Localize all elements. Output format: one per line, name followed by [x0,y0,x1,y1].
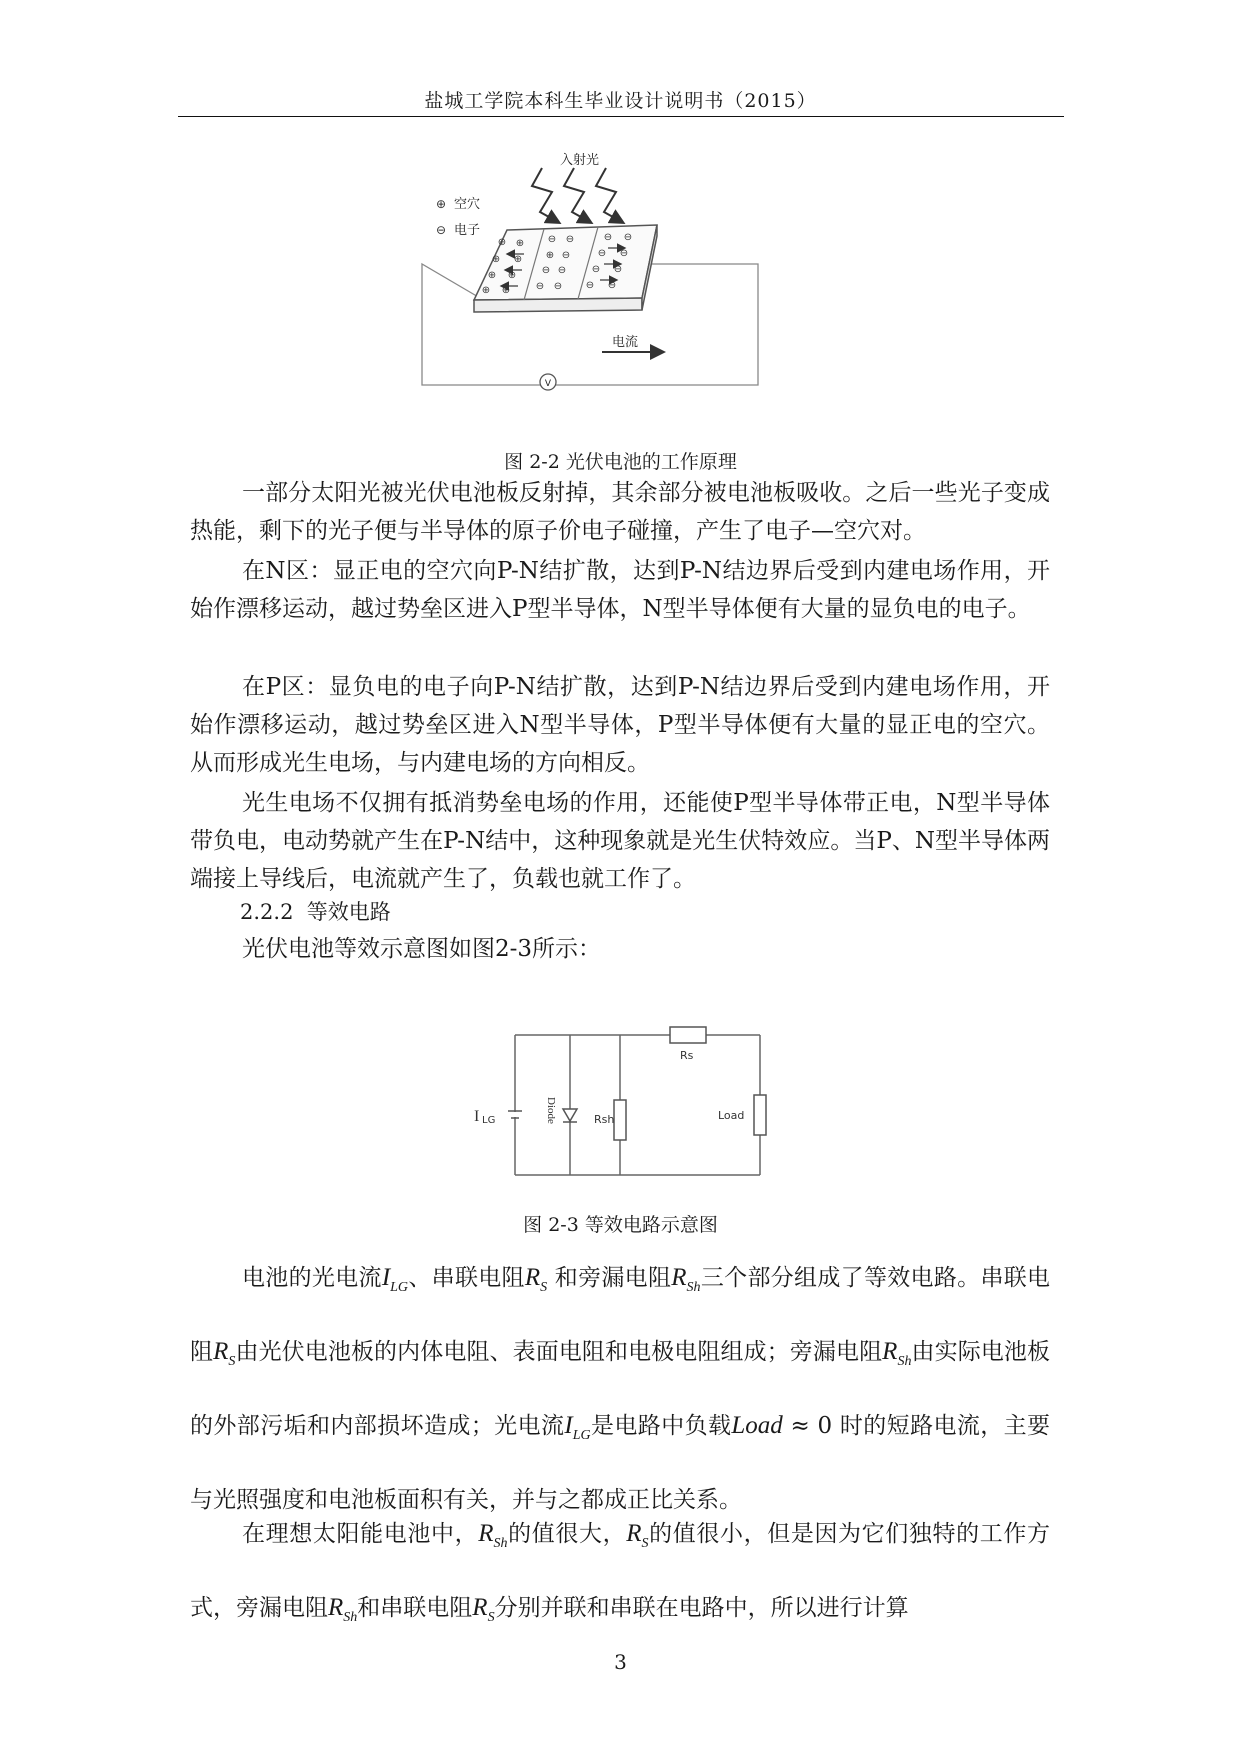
svg-text:⊖: ⊖ [597,248,607,259]
svg-text:⊖: ⊖ [557,265,567,276]
pv-slab-front [474,298,642,312]
svg-text:⊖: ⊖ [619,248,629,259]
svg-text:⊕: ⊕ [481,285,491,296]
svg-text:⊖: ⊖ [607,280,617,291]
diode-symbol [563,1109,577,1121]
load-resistor [754,1095,766,1135]
load-label: Load [718,1109,745,1122]
paragraph-6: 电池的光电流$I_{LG}$、串联电阻$R_S$ 和旁漏电阻$R_{Sh}$三个部分组成了等效电路。串联电阻$R_S$由光伏电池板的内体电阻、表面电阻和电极电阻组成；旁漏电阻$R_{Sh}$由实际电池板的外部污垢和内部损坏造成；光电流$I_{LG}$是电路中负载Load ≈ 0 时的短路电流，主要与光照强度和电池板面积有关，并与之都成正比关系。 [190,1264,1051,1513]
symbol-r-s: $R_S$ [524,1264,548,1295]
current-label: 电流 [612,335,639,350]
section-number: 2.2.2 [240,900,294,924]
symbol-r-sh: $R_{Sh}$ [328,1594,358,1625]
svg-text:⊖: ⊖ [561,250,571,261]
paragraph-3: 在P区：显负电的电子向P-N结扩散，达到P-N结边界后受到内建电场作用，开始作漂移运动，越过势垒区进入N型半导体，P型半导体便有大量的显正电的空穴。从而形成光生电场，与内建电场的方向相反。 [190,674,1050,776]
svg-text:⊖: ⊖ [613,264,623,275]
svg-text:⊖: ⊖ [603,232,613,243]
hole-symbol: ⊕ [436,197,447,211]
diode-label: Diode [545,1097,557,1124]
svg-text:⊖: ⊖ [591,264,601,275]
paragraph-5: 光伏电池等效示意图如图2-3所示： [242,936,602,962]
voltmeter-label: V [544,379,552,389]
rsh-label: Rsh [594,1113,615,1126]
rs-label: Rs [680,1049,694,1062]
svg-text:⊕: ⊕ [545,250,555,261]
symbol-r-s: $R_S$ [213,1338,236,1369]
symbol-r-sh: $R_{Sh}$ [882,1338,912,1369]
paragraph-1: 一部分太阳光被光伏电池板反射掉，其余部分被电池板吸收。之后一些光子变成热能，剩下的光子便与半导体的原子价电子碰撞，产生了电子—空穴对。 [190,480,1050,544]
symbol-r-s: $R_S$ [626,1520,649,1551]
electron-symbol: ⊖ [436,223,447,237]
symbol-r-sh: $R_{Sh}$ [478,1520,508,1551]
symbol-r-s: $R_S$ [472,1594,495,1625]
svg-text:⊕: ⊕ [501,285,511,296]
rs-resistor [670,1027,706,1043]
svg-text:⊕: ⊕ [497,237,507,248]
paragraph-4: 光生电场不仅拥有抵消势垒电场的作用，还能使P型半导体带正电，N型半导体带负电，电动势就产生在P-N结中，这种现象就是光生伏特效应。当P、N型半导体两端接上导线后，电流就产生了，负载也就工作了。 [190,790,1050,892]
figure-equivalent-circuit [470,1015,790,1195]
source-label-sub: LG [482,1115,496,1126]
symbol-i-lg: $I_{LG}$ [564,1412,591,1443]
svg-text:⊕: ⊕ [487,270,497,281]
svg-text:⊖: ⊖ [553,281,563,292]
running-header: 盐城工学院本科生毕业设计说明书（2015） [424,90,817,112]
light-ray-3 [596,168,622,222]
svg-text:⊕: ⊕ [513,254,523,265]
svg-text:⊖: ⊖ [565,234,575,245]
current-source [508,1111,522,1118]
symbol-load: Load [731,1412,783,1439]
svg-text:⊖: ⊖ [547,234,557,245]
paragraph-2: 在N区：显正电的空穴向P-N结扩散，达到P-N结边界后受到内建电场作用，开始作漂移运动，越过势垒区进入P型半导体，N型半导体便有大量的显负电的电子。 [190,558,1050,622]
light-ray-2 [564,168,590,222]
electron-legend-label: 电子 [454,223,481,238]
svg-text:⊕: ⊕ [507,270,517,281]
section-title: 等效电路 [306,900,391,924]
approx-zero: ≈ 0 [790,1413,833,1439]
rsh-resistor [614,1100,626,1140]
svg-text:⊕: ⊕ [515,238,525,249]
source-label: I [474,1108,480,1125]
figure1-caption: 图 2-2 光伏电池的工作原理 [504,451,737,473]
hole-legend-label: 空穴 [454,197,481,212]
svg-text:⊕: ⊕ [491,254,501,265]
svg-text:⊖: ⊖ [585,280,595,291]
section-heading [240,896,391,926]
incident-light-label: 入射光 [560,153,600,168]
svg-text:⊖: ⊖ [623,232,633,243]
figure-pv-principle [436,150,822,440]
page-number: 3 [614,1650,627,1674]
symbol-r-sh: $R_{Sh}$ [671,1264,701,1295]
paragraph-7: 在理想太阳能电池中，$R_{Sh}$的值很大，$R_S$的值很小，但是因为它们独特的工作方式，旁漏电阻$R_{Sh}$和串联电阻$R_S$分别并联和串联在电路中，所以进行计算 [190,1520,1051,1625]
figure2-caption: 图 2-3 等效电路示意图 [523,1214,718,1236]
svg-text:⊖: ⊖ [541,265,551,276]
svg-text:⊖: ⊖ [535,281,545,292]
light-ray-1 [532,168,558,222]
symbol-i-lg: $I_{LG}$ [381,1264,409,1295]
header-rule [178,116,1064,117]
